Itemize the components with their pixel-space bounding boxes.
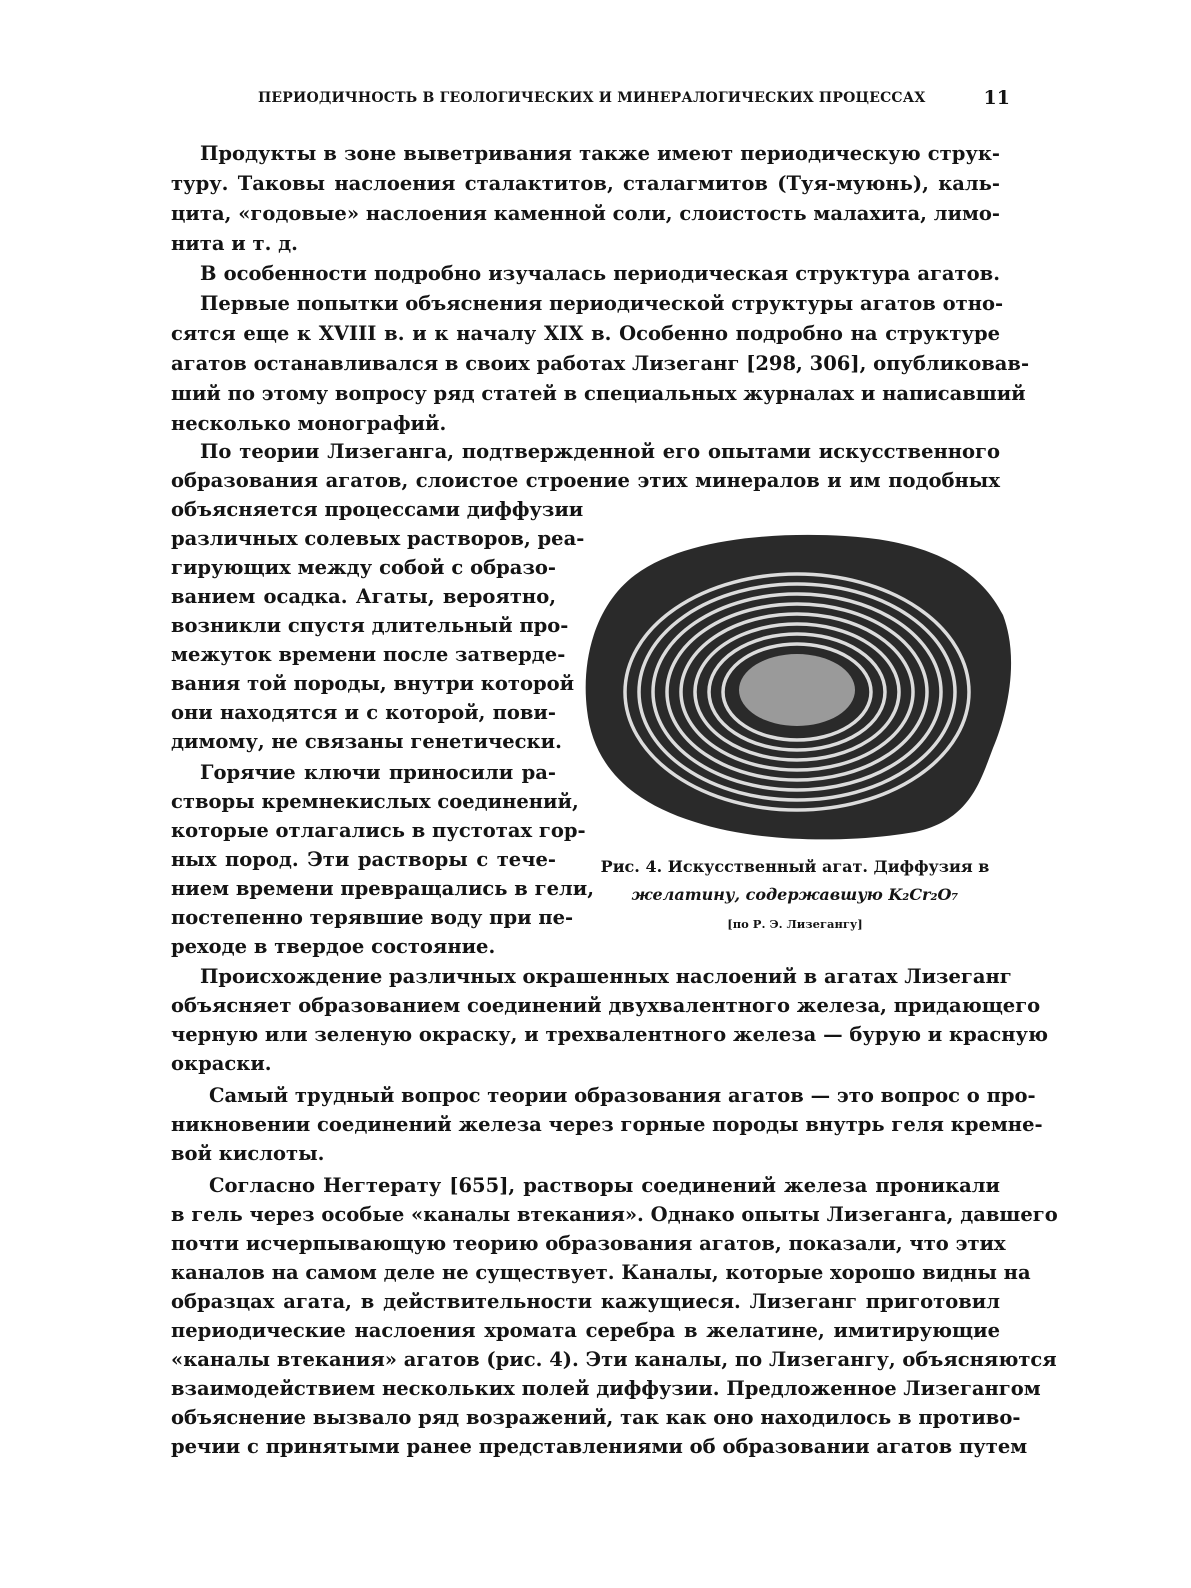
text-line: По теории Лизеганга, подтвержденной его опытами искусственного (200, 440, 1000, 463)
text-line: несколько монографий. (171, 412, 447, 435)
text-line: различных солевых растворов, реа- (171, 527, 585, 550)
text-line: нием времени превращались в гели, (171, 877, 595, 900)
text-line: Продукты в зоне выветривания также имеют периодическую струк- (200, 142, 1000, 165)
text-line: вания той породы, внутри которой (171, 672, 575, 695)
text-line: периодические наслоения хромата серебра в желатине, имитирующие (171, 1319, 1000, 1342)
text-line: объяснение вызвало ряд возражений, так как оно находилось в противо- (171, 1406, 1021, 1429)
text-line: образования агатов, слоистое строение этих минералов и им подобных (171, 469, 1000, 492)
text-line: речии с принятыми ранее представлениями об образовании агатов путем (171, 1435, 1028, 1458)
text-line: Первые попытки объяснения периодической структуры агатов отно- (200, 292, 1004, 315)
text-line: цита, «годовые» наслоения каменной соли, слоистость малахита, лимо- (171, 202, 1000, 225)
text-line: они находятся и с которой, пови- (171, 701, 556, 724)
text-line: ший по этому вопросу ряд статей в специальных журналах и написавший (171, 382, 1026, 405)
agate-image (575, 520, 1015, 845)
text-line: В особенности подробно изучалась периодическая структура агатов. (200, 262, 1000, 285)
text-line: взаимодействием нескольких полей диффузии. Предложенное Лизегангом (171, 1377, 1041, 1400)
figure-caption-credit: [по Р. Э. Лизегангу] (727, 917, 863, 931)
text-line: постепенно терявшие воду при пе- (171, 906, 574, 929)
text-line: которые отлагались в пустотах гор- (171, 819, 586, 842)
text-line: образцах агата, в действительности кажущиеся. Лизеганг приготовил (171, 1290, 1000, 1313)
text-line: туру. Таковы наслоения сталактитов, сталагмитов (Туя-муюнь), каль- (171, 172, 1000, 195)
page-number: 11 (983, 87, 1010, 109)
text-line: димому, не связаны генетически. (171, 730, 562, 753)
running-title: ПЕРИОДИЧНОСТЬ В ГЕОЛОГИЧЕСКИХ И МИНЕРАЛОГИЧЕСКИХ ПРОЦЕССАХ (258, 90, 926, 106)
agate-core (739, 654, 855, 726)
text-line: каналов на самом деле не существует. Каналы, которые хорошо видны на (171, 1261, 1031, 1284)
text-line: Горячие ключи приносили ра- (200, 761, 556, 784)
text-line: Согласно Негтерату [655], растворы соединений железа проникали (209, 1174, 1000, 1197)
text-line: объясняет образованием соединений двухвалентного железа, придающего (171, 994, 1041, 1017)
text-line: возникли спустя длительный про- (171, 614, 569, 637)
text-line: Происхождение различных окрашенных наслоений в агатах Лизеганг (200, 965, 1012, 988)
text-line: сятся еще к XVIII в. и к началу XIX в. Особенно подробно на структуре (171, 322, 1000, 345)
text-line: объясняется процессами диффузии (171, 498, 584, 521)
text-line: створы кремнекислых соединений, (171, 790, 579, 813)
text-line: реходе в твердое состояние. (171, 935, 496, 958)
text-line: никновении соединений железа через горные породы внутрь геля кремне- (171, 1113, 1043, 1136)
text-line: гирующих между собой с образо- (171, 556, 556, 579)
text-line: «каналы втекания» агатов (рис. 4). Эти каналы, по Лизегангу, объясняются (171, 1348, 1057, 1371)
text-line: окраски. (171, 1052, 272, 1075)
agate-figure (575, 520, 1015, 845)
text-line: в гель через особые «каналы втекания». Однако опыты Лизеганга, давшего (171, 1203, 1058, 1226)
text-line: агатов останавливался в своих работах Лизеганг [298, 306], опубликовав- (171, 352, 1030, 375)
text-line: ванием осадка. Агаты, вероятно, (171, 585, 556, 608)
text-line: межуток времени после затверде- (171, 643, 566, 666)
text-line: вой кислоты. (171, 1142, 325, 1165)
text-line: почти исчерпывающую теорию образования агатов, показали, что этих (171, 1232, 1006, 1255)
text-line: черную или зеленую окраску, и трехвалентного железа — бурую и красную (171, 1023, 1048, 1046)
figure-caption-title: Рис. 4. Искусственный агат. Диффузия в (600, 857, 990, 876)
text-line: нита и т. д. (171, 232, 298, 255)
figure-caption-subtitle: желатину, содержавшую K₂Cr₂O₇ (631, 885, 959, 904)
page-header (200, 87, 1010, 114)
text-line: Самый трудный вопрос теории образования агатов — это вопрос о про- (209, 1084, 1036, 1107)
text-line: ных пород. Эти растворы с тече- (171, 848, 556, 871)
